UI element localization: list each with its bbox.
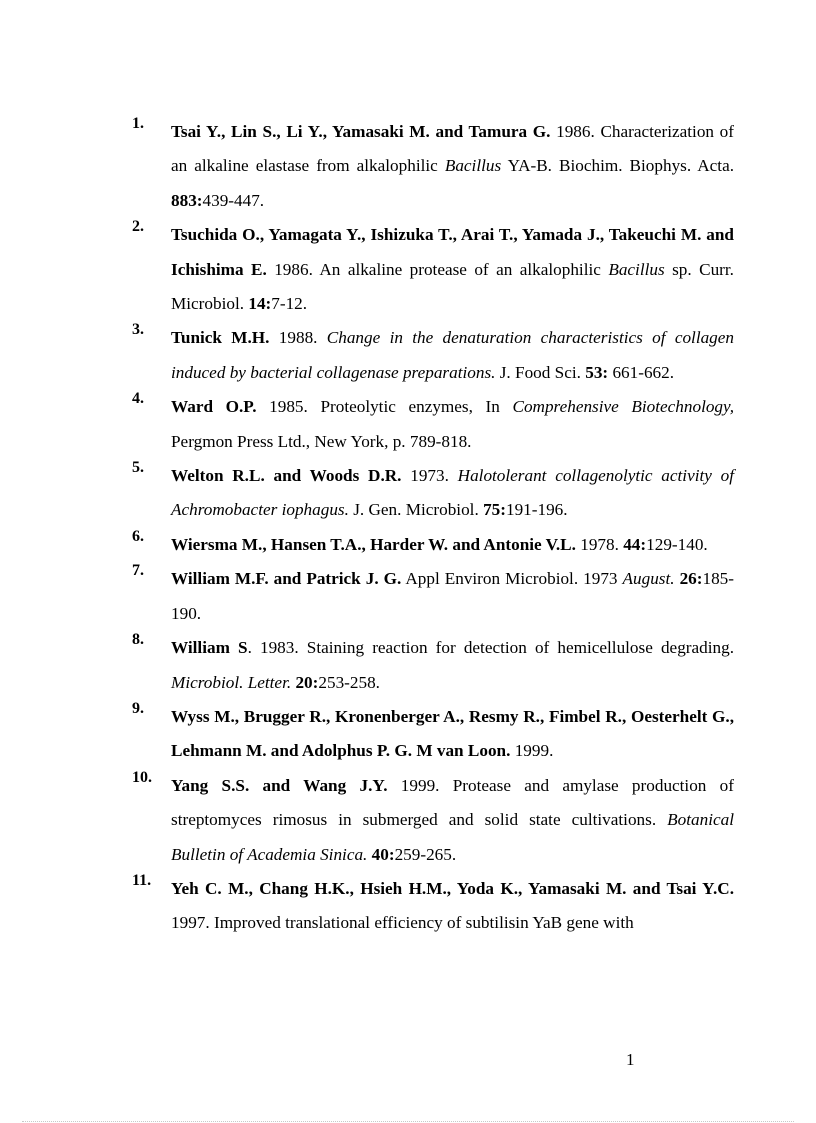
reference-item	[132, 769, 734, 872]
reference-segment: 1999. Protease and amylase production of streptomyces rimosus in submerged and solid state cultivations.	[171, 775, 734, 830]
reference-italic-text: Botanical Bulletin of Academia Sinica.	[171, 810, 734, 864]
reference-text	[171, 872, 734, 941]
reference-segment: . 1983. Staining reaction for detection of hemicellulose degrading.	[247, 638, 734, 658]
reference-text	[171, 321, 734, 390]
reference-segment: Appl Environ Microbiol. 1973	[401, 569, 623, 589]
reference-authors: Tsuchida O., Yamagata Y., Ishizuka T., Arai T., Yamada J., Takeuchi M. and Ichishima E.	[171, 225, 734, 279]
reference-segment: 1986. An alkaline protease of an alkalophilic	[266, 259, 609, 279]
reference-item	[132, 700, 734, 769]
reference-authors: 75:	[483, 500, 506, 520]
reference-authors: Tsai Y., Lin S., Li Y., Yamasaki M. and Tamura G.	[171, 122, 551, 141]
reference-authors: 14:	[248, 294, 272, 314]
reference-text	[171, 459, 734, 528]
reference-authors: Yeh C. M., Chang H.K., Hsieh H.M., Yoda K., Yamasaki M. and Tsai Y.C.	[171, 878, 734, 898]
reference-list	[132, 115, 734, 941]
reference-italic-text: Bacillus	[608, 259, 665, 279]
reference-number: 7.	[132, 562, 144, 580]
reference-segment: Pergmon Press Ltd., New York, p. 789-818.	[171, 431, 472, 451]
reference-segment: 439-447.	[202, 190, 265, 210]
reference-number: 11.	[132, 871, 152, 889]
reference-item	[132, 390, 734, 459]
reference-segment: 1978.	[575, 534, 624, 554]
reference-segment: YA-B. Biochim. Biophys. Acta.	[501, 156, 734, 176]
reference-authors: Tunick M.H.	[171, 328, 270, 348]
reference-number: 4.	[132, 390, 144, 408]
reference-authors: Welton R.L. and Woods D.R.	[171, 466, 402, 486]
reference-segment: 1999.	[510, 741, 554, 761]
reference-authors: 883:	[171, 190, 203, 210]
reference-text	[171, 528, 734, 562]
reference-authors: 20:	[295, 672, 319, 692]
reference-segment: 661-662.	[608, 362, 675, 382]
reference-number: 5.	[132, 459, 144, 477]
reference-segment: 1973.	[401, 466, 458, 486]
reference-number: 9.	[132, 699, 144, 717]
reference-italic-text: Bacillus	[444, 156, 502, 176]
page-number: 1	[626, 1050, 635, 1069]
reference-segment: J. Food Sci.	[495, 362, 586, 382]
reference-text	[171, 390, 734, 459]
reference-italic-text: August.	[622, 569, 675, 589]
reference-segment: sp. Curr. Microbiol.	[171, 259, 734, 314]
reference-item	[132, 218, 734, 321]
reference-text	[171, 769, 734, 872]
reference-authors: 44:	[623, 534, 647, 554]
reference-text	[171, 631, 734, 700]
reference-authors: William M.F. and Patrick J. G.	[171, 569, 402, 589]
reference-authors: 26:	[679, 569, 703, 589]
reference-segment: 1986. Characterization of an alkaline elastase from alkalophilic	[171, 122, 734, 176]
reference-segment: 129-140.	[646, 534, 708, 554]
reference-segment: 185-190.	[171, 569, 734, 623]
reference-item	[132, 631, 734, 700]
reference-authors: William S	[171, 638, 248, 658]
reference-item	[132, 459, 734, 528]
reference-italic-text: Halotolerant collagenolytic activity of Achromobacter iophagus.	[171, 466, 735, 520]
reference-segment: 1985. Proteolytic enzymes, In	[256, 397, 513, 417]
reference-authors: 40:	[371, 844, 395, 864]
reference-authors: Wiersma M., Hansen T.A., Harder W. and Antonie V.L.	[171, 534, 576, 554]
reference-segment: 1988.	[269, 328, 327, 348]
reference-number: 10.	[132, 768, 152, 786]
reference-authors: 53:	[585, 362, 609, 382]
reference-number: 1.	[132, 115, 144, 132]
reference-number: 6.	[132, 527, 144, 545]
reference-segment: 7-12.	[271, 294, 308, 314]
footer-divider	[22, 1121, 794, 1122]
reference-item	[132, 115, 734, 218]
reference-text	[171, 218, 734, 321]
reference-item	[132, 528, 734, 562]
reference-number: 8.	[132, 631, 144, 649]
reference-text	[171, 562, 734, 631]
reference-italic-text: Comprehensive Biotechnology,	[512, 397, 735, 417]
reference-segment: 191-196.	[505, 500, 568, 520]
reference-item	[132, 872, 734, 941]
reference-segment: 259-265.	[394, 844, 457, 864]
reference-authors: Wyss M., Brugger R., Kronenberger A., Resmy R., Fimbel R., Oesterhelt G., Lehmann M. and Adolphus P. G. M van Loon.	[171, 706, 734, 761]
reference-number: 3.	[132, 321, 144, 339]
reference-item	[132, 321, 734, 390]
reference-segment: 1997. Improved translational efficiency of subtilisin YaB gene with	[171, 913, 634, 933]
reference-segment: 253-258.	[318, 672, 380, 692]
reference-authors: Yang S.S. and Wang J.Y.	[171, 775, 388, 795]
reference-number: 2.	[132, 218, 144, 236]
reference-italic-text: Change in the denaturation characteristics of collagen induced by bacterial collagenase preparations.	[171, 328, 735, 382]
reference-item	[132, 562, 734, 631]
reference-italic-text: Microbiol. Letter.	[171, 672, 292, 692]
reference-text	[171, 115, 734, 218]
reference-text	[171, 700, 734, 769]
reference-segment: J. Gen. Microbiol.	[348, 500, 484, 520]
reference-authors: Ward O.P.	[171, 397, 257, 417]
